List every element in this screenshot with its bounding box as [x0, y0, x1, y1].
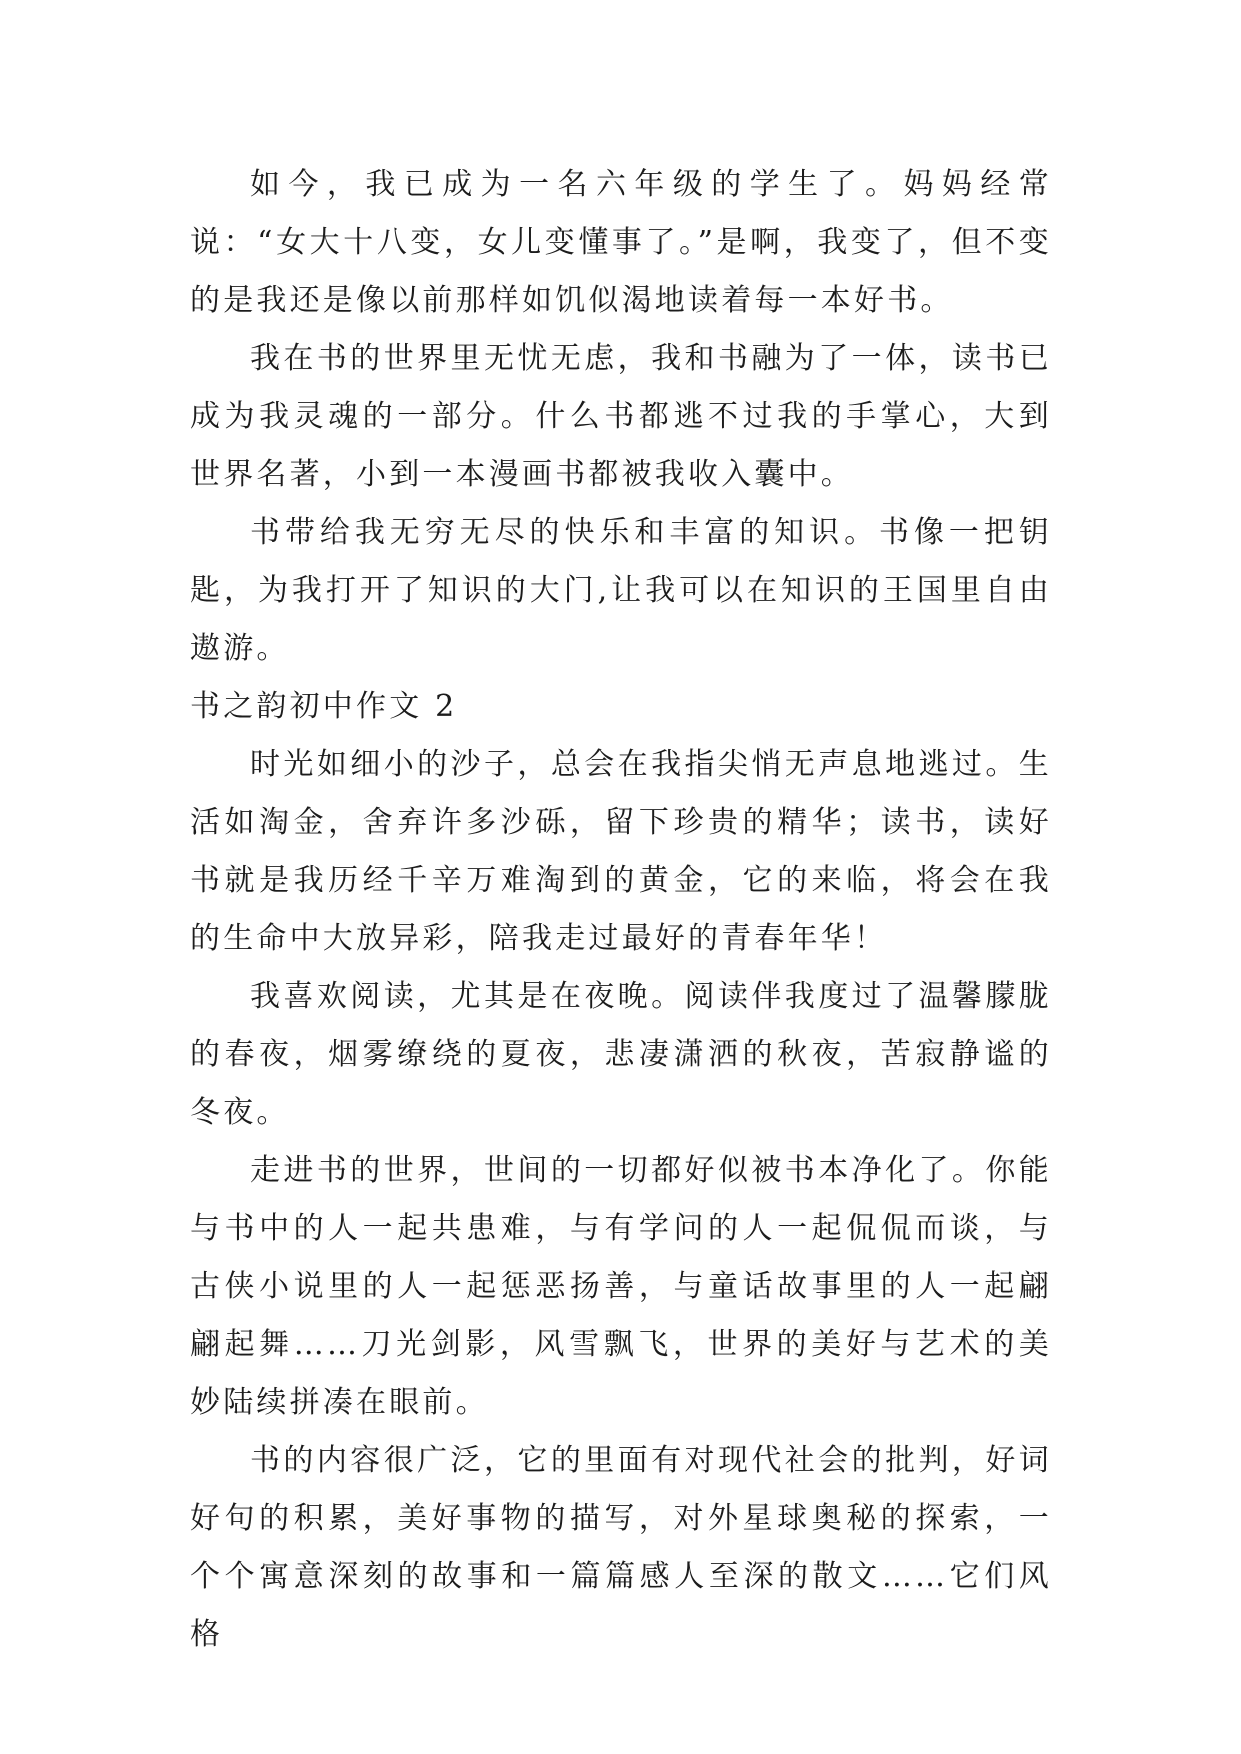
section-title: 书之韵初中作文 2	[190, 689, 458, 724]
paragraph: 我喜欢阅读，尤其是在夜晚。阅读伴我度过了温馨朦胧的春夜，烟雾缭绕的夏夜，悲凄潇洒的秋夜，苦寂静谧的冬夜。	[190, 979, 1052, 1130]
paragraph: 书的内容很广泛，它的里面有对现代社会的批判，好词好句的积累，美好事物的描写，对外星球奥秘的探索，一个个寓意深刻的故事和一篇篇感人至深的散文……它们风格	[190, 1443, 1052, 1652]
paragraph: 我在书的世界里无忧无虑，我和书融为了一体，读书已成为我灵魂的一部分。什么书都逃不过我的手掌心，大到世界名著，小到一本漫画书都被我收入囊中。	[190, 341, 1052, 492]
paragraph: 书带给我无穷无尽的快乐和丰富的知识。书像一把钥匙，为我打开了知识的大门,让我可以在知识的王国里自由遨游。	[190, 515, 1052, 666]
paragraph: 如今，我已成为一名六年级的学生了。妈妈经常说：“女大十八变，女儿变懂事了。”是啊，我变了，但不变的是我还是像以前那样如饥似渴地读着每一本好书。	[190, 167, 1052, 318]
document-body	[190, 156, 1052, 1664]
paragraph: 时光如细小的沙子，总会在我指尖悄无声息地逃过。生活如淘金，舍弃许多沙砾，留下珍贵的精华；读书，读好书就是我历经千辛万难淘到的黄金，它的来临，将会在我的生命中大放异彩，陪我走过最好的青春年华！	[190, 747, 1052, 956]
paragraph: 走进书的世界，世间的一切都好似被书本净化了。你能与书中的人一起共患难，与有学问的人一起侃侃而谈，与古侠小说里的人一起惩恶扬善，与童话故事里的人一起翩翩起舞……刀光剑影，风雪飘飞，世界的美好与艺术的美妙陆续拼凑在眼前。	[190, 1153, 1052, 1420]
